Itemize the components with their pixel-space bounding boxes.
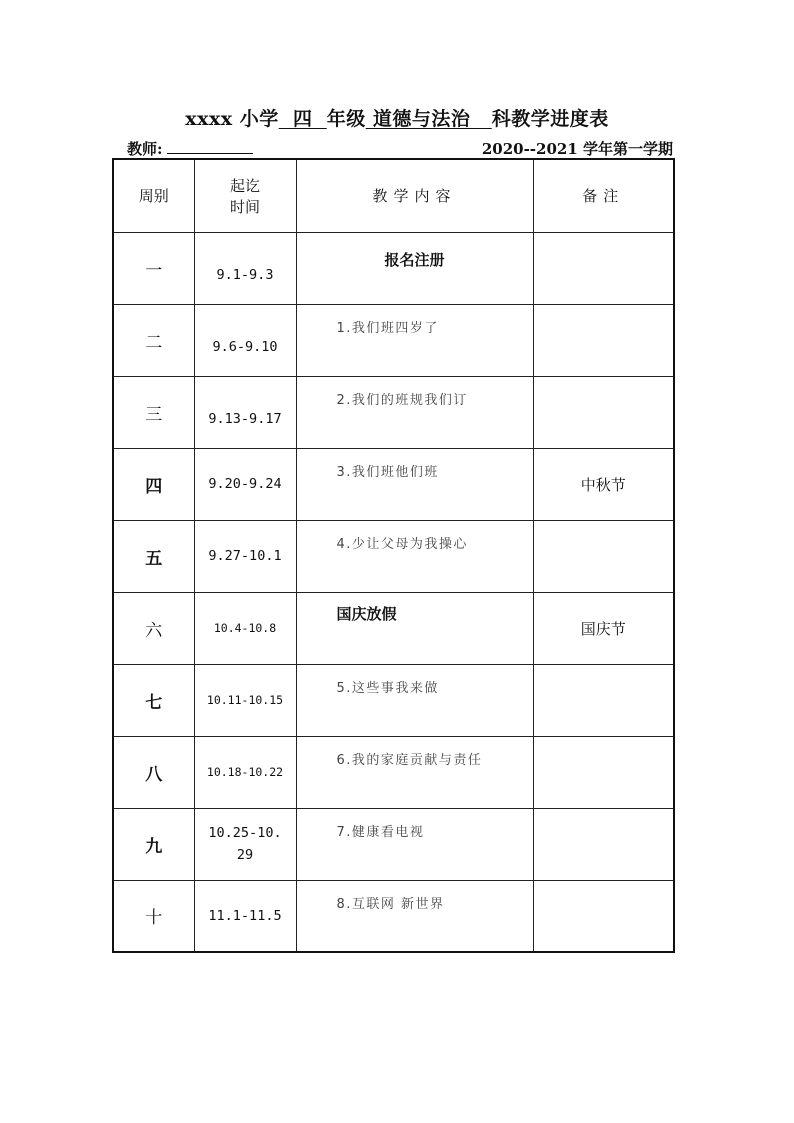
dates-cell: 10.18-10.22: [194, 736, 296, 808]
table-row: [113, 304, 674, 376]
week-cell: 六: [113, 592, 194, 664]
table-row: [113, 448, 674, 520]
note-cell: 中秋节: [533, 448, 674, 520]
table-row: [113, 520, 674, 592]
title-school: xxxx 小学: [185, 108, 279, 130]
table-row: [113, 736, 674, 808]
header-dates: [194, 159, 296, 232]
header-week: 周别: [113, 159, 194, 232]
content-cell: 4.少让父母为我操心: [296, 520, 533, 592]
dates-cell: 11.1-11.5: [194, 880, 296, 952]
dates-cell: 9.1-9.3: [194, 232, 296, 304]
dates-cell: 10.4-10.8: [194, 592, 296, 664]
dates-text: 10.25-10.29: [208, 825, 282, 863]
week-cell: 八: [113, 736, 194, 808]
teacher-label: 教师:: [127, 140, 163, 158]
page-title: [0, 104, 794, 131]
content-cell: 6.我的家庭贡献与责任: [296, 736, 533, 808]
title-grade-suffix: 年级: [326, 108, 366, 130]
table-row: [113, 376, 674, 448]
table-row: [113, 664, 674, 736]
dates-cell: 9.13-9.17: [194, 376, 296, 448]
title-grade: 四: [278, 108, 327, 130]
week-cell: 一: [113, 232, 194, 304]
week-cell: 四: [113, 448, 194, 520]
content-cell: 7.健康看电视: [296, 808, 533, 880]
content-cell: 国庆放假: [296, 592, 533, 664]
header-dates-line2: 时间: [229, 197, 260, 216]
week-cell: 十: [113, 880, 194, 952]
header-row: [113, 159, 674, 232]
table-row: [113, 592, 674, 664]
teacher-blank: [167, 139, 253, 154]
note-cell: [533, 808, 674, 880]
note-cell: [533, 232, 674, 304]
note-cell: [533, 304, 674, 376]
note-cell: [533, 880, 674, 952]
content-cell: 8.互联网 新世界: [296, 880, 533, 952]
note-cell: [533, 664, 674, 736]
note-cell: [533, 736, 674, 808]
week-cell: 三: [113, 376, 194, 448]
header-notes: 备注: [533, 159, 674, 232]
note-cell: [533, 520, 674, 592]
teacher-field: [127, 138, 253, 159]
content-cell: 3.我们班他们班: [296, 448, 533, 520]
title-suffix: 科教学进度表: [491, 108, 609, 130]
table-row: [113, 880, 674, 952]
content-cell: 报名注册: [296, 232, 533, 304]
dates-cell: 9.20-9.24: [194, 448, 296, 520]
table-row: [113, 232, 674, 304]
table-row: [113, 808, 674, 880]
week-cell: 九: [113, 808, 194, 880]
content-cell: 1.我们班四岁了: [296, 304, 533, 376]
term-label: 2020--2021 学年第一学期: [481, 140, 673, 158]
meta-row: [113, 136, 673, 160]
content-cell: 2.我们的班规我们订: [296, 376, 533, 448]
week-cell: 二: [113, 304, 194, 376]
header-dates-line1: 起讫: [229, 176, 260, 195]
content-cell: 5.这些事我来做: [296, 664, 533, 736]
dates-cell: [194, 808, 296, 880]
header-content: 教学内容: [296, 159, 533, 232]
title-subject: 道德与法治: [365, 108, 492, 130]
dates-cell: 9.6-9.10: [194, 304, 296, 376]
dates-cell: 10.11-10.15: [194, 664, 296, 736]
week-cell: 七: [113, 664, 194, 736]
schedule-table: [112, 158, 675, 953]
note-cell: [533, 376, 674, 448]
dates-cell: 9.27-10.1: [194, 520, 296, 592]
week-cell: 五: [113, 520, 194, 592]
note-cell: 国庆节: [533, 592, 674, 664]
